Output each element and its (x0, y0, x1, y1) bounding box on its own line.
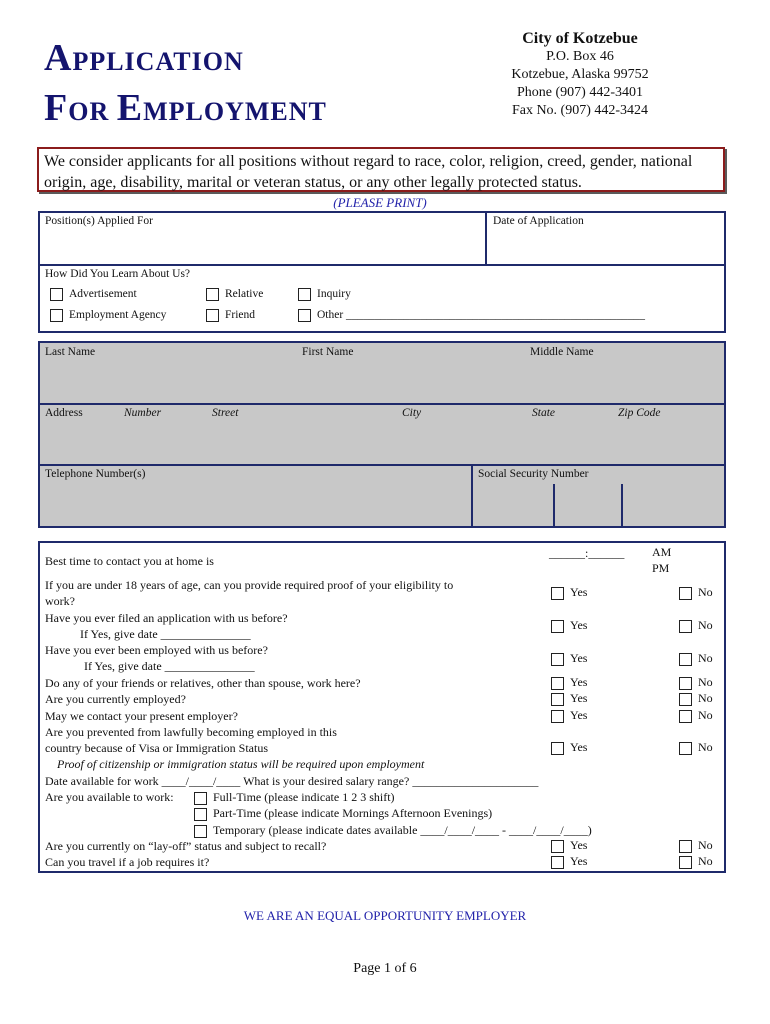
checkbox[interactable] (679, 742, 692, 755)
page-number: Page 1 of 6 (353, 961, 417, 976)
checkbox[interactable] (679, 710, 692, 723)
checkbox[interactable] (551, 742, 564, 755)
checkbox[interactable] (679, 677, 692, 690)
yes-option[interactable]: Yes (551, 691, 587, 706)
available-to-work-label: Are you available to work: (45, 790, 174, 804)
checkbox[interactable] (298, 309, 311, 322)
checkbox[interactable] (551, 677, 564, 690)
first-name-label: First Name (302, 346, 354, 358)
checkbox[interactable] (194, 825, 207, 838)
ssn-label: Social Security Number (478, 468, 589, 480)
date-of-application-field[interactable] (490, 230, 720, 262)
divider (38, 464, 726, 466)
checkbox[interactable] (50, 288, 63, 301)
proof-note: Proof of citizenship or immigration status will be required upon employment (57, 757, 425, 771)
checkbox[interactable] (50, 309, 63, 322)
yes-option[interactable]: Yes (551, 854, 587, 869)
please-print: (PLEASE PRINT) (333, 195, 427, 210)
city-address-block (480, 30, 680, 120)
filed-date-field[interactable]: If Yes, give date _______________ (80, 627, 251, 641)
date-available-salary[interactable]: Date available for work ____/____/____ What is your desired salary range? _____________________ (45, 774, 539, 788)
last-name-label: Last Name (45, 346, 96, 358)
no-option[interactable]: No (679, 618, 713, 633)
checkbox[interactable] (679, 587, 692, 600)
option-full-time[interactable]: Full-Time (please indicate 1 2 3 shift) (194, 789, 395, 805)
checkbox[interactable] (298, 288, 311, 301)
yes-option[interactable]: Yes (551, 675, 587, 690)
employed-before-question: Have you ever been employed with us before? (45, 643, 268, 657)
checkbox[interactable] (551, 620, 564, 633)
middle-name-label: Middle Name (530, 346, 594, 358)
checkbox[interactable] (551, 587, 564, 600)
yes-option[interactable]: Yes (551, 708, 587, 723)
checkbox[interactable] (679, 653, 692, 666)
checkbox[interactable] (551, 840, 564, 853)
name-field[interactable] (42, 362, 722, 400)
learn-about-us-label: How Did You Learn About Us? (45, 268, 191, 280)
title-line-1: APPLICATION (44, 37, 244, 79)
address-street-label: Street (212, 407, 239, 419)
yes-option[interactable]: Yes (551, 585, 587, 600)
checkbox[interactable] (551, 653, 564, 666)
checkbox[interactable] (679, 620, 692, 633)
option-temporary[interactable]: Temporary (please indicate dates available ____/____/____ - ____/____/____) (194, 822, 592, 838)
filed-before-question: Have you ever filed an application with us before? (45, 611, 288, 625)
yes-option[interactable]: Yes (551, 651, 587, 666)
no-option[interactable]: No (679, 708, 713, 723)
prevented-question: Are you prevented from lawfully becoming employed in this (45, 725, 337, 739)
yes-option[interactable]: Yes (551, 838, 587, 853)
checkbox[interactable] (679, 856, 692, 869)
best-time-question: Best time to contact you at home is (45, 554, 214, 568)
no-option[interactable]: No (679, 691, 713, 706)
pm-option[interactable]: PM (652, 561, 670, 575)
prevented-question-cont: country because of Visa or Immigration Status (45, 741, 269, 755)
address-state-label: State (532, 407, 555, 419)
checkbox[interactable] (679, 840, 692, 853)
contact-employer-question: May we contact your present employer? (45, 709, 238, 723)
divider (485, 211, 487, 266)
no-option[interactable]: No (679, 675, 713, 690)
no-option[interactable]: No (679, 838, 713, 853)
checkbox[interactable] (206, 288, 219, 301)
checkbox[interactable] (551, 856, 564, 869)
divider (38, 264, 726, 266)
option-inquiry[interactable]: Inquiry (298, 288, 351, 301)
employed-date-field[interactable]: If Yes, give date _______________ (84, 659, 255, 673)
checkbox[interactable] (679, 693, 692, 706)
checkbox[interactable] (551, 693, 564, 706)
fax: Fax No. (907) 442-3424 (511, 103, 649, 118)
option-relative[interactable]: Relative (206, 288, 263, 301)
no-option[interactable]: No (679, 651, 713, 666)
no-option[interactable]: No (679, 585, 713, 600)
option-friend[interactable]: Friend (206, 309, 255, 322)
positions-applied-label: Position(s) Applied For (45, 215, 153, 227)
title-line-2: FOR EMPLOYMENT (44, 87, 327, 129)
under-18-question-cont: work? (45, 594, 75, 608)
telephone-label: Telephone Number(s) (45, 468, 146, 480)
telephone-field[interactable] (42, 484, 467, 524)
divider (471, 464, 473, 528)
equal-opportunity-statement: WE ARE AN EQUAL OPPORTUNITY EMPLOYER (243, 908, 527, 923)
am-option[interactable]: AM (652, 545, 672, 559)
nondiscrimination-notice: We consider applicants for all positions without regard to race, color, religion, creed, gender, national origin, age, disability, marital or veteran status, or any other legally protected status. (37, 147, 725, 192)
date-of-application-label: Date of Application (493, 215, 584, 227)
no-option[interactable]: No (679, 854, 713, 869)
checkbox[interactable] (551, 710, 564, 723)
travel-question: Can you travel if a job requires it? (45, 855, 210, 869)
option-advertisement[interactable]: Advertisement (50, 288, 137, 301)
currently-employed-question: Are you currently employed? (45, 692, 186, 706)
under-18-question: If you are under 18 years of age, can you provide required proof of your eligibility to (45, 578, 454, 592)
city-state-zip: Kotzebue, Alaska 99752 (511, 67, 649, 82)
checkbox[interactable] (194, 792, 207, 805)
yes-option[interactable]: Yes (551, 740, 587, 755)
po-box: P.O. Box 46 (546, 49, 614, 64)
layoff-question: Are you currently on “lay-off” status and subject to recall? (45, 839, 327, 853)
positions-applied-field[interactable] (42, 230, 480, 262)
address-zip-label: Zip Code (618, 407, 661, 419)
ssn-field[interactable] (476, 484, 722, 524)
no-option[interactable]: No (679, 740, 713, 755)
address-city-label: City (402, 407, 422, 419)
address-number-label: Number (124, 407, 162, 419)
yes-option[interactable]: Yes (551, 618, 587, 633)
address-field[interactable] (42, 423, 722, 461)
checkbox[interactable] (206, 309, 219, 322)
best-time-field[interactable]: ______:______ (549, 546, 625, 560)
checkbox[interactable] (194, 808, 207, 821)
option-employment-agency[interactable]: Employment Agency (50, 309, 166, 322)
address-label: Address (45, 407, 83, 419)
divider (38, 403, 726, 405)
city-name: City of Kotzebue (522, 30, 638, 47)
friends-question: Do any of your friends or relatives, other than spouse, work here? (45, 676, 361, 690)
phone: Phone (907) 442-3401 (517, 85, 643, 100)
option-part-time[interactable]: Part-Time (please indicate Mornings Afternoon Evenings) (194, 805, 492, 821)
option-other[interactable]: Other ____________________________________________________ (298, 309, 645, 322)
